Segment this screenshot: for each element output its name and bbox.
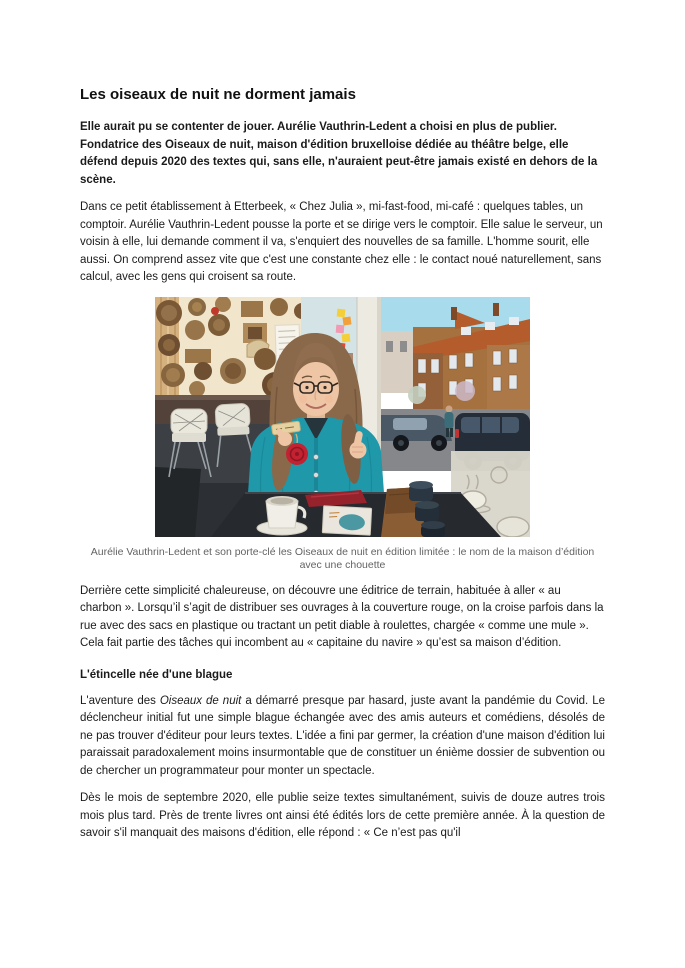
photo-caption: Aurélie Vauthrin-Ledent et son porte-clé les Oiseaux de nuit en édition limitée : le nom de la maison d’édition avec une chouette (90, 545, 595, 571)
article-title: Les oiseaux de nuit ne dorment jamais (80, 86, 356, 103)
lead-paragraph: Elle aurait pu se contenter de jouer. Aurélie Vauthrin-Ledent a choisi en plus de publier. Fondatrice des Oiseaux de nuit, maison d'édition bruxelloise dédiée au théâtre belge, elle défend depuis 2020 des textes qui, sans elle, n'auraient peut-être jamais existé en dehors de la scène. (80, 121, 598, 186)
section-subheading: L'étincelle née d'une blague (80, 668, 233, 681)
paragraph-1: Dans ce petit établissement à Etterbeek, « Chez Julia », mi-fast-food, mi-café : quelques tables, un comptoir. Aurélie Vauthrin-Ledent pousse la porte et se dirige vers le comptoir. Elle salue le serveur, un voisin à elle, lui demande comment il va, s'enquiert des nouvelles de sa famille. L'homme sourit, elle aussi. On comprend assez vite que c'est une constante chez elle : le contact noué naturellement, sans calcul, avec les gens qui croisent sa route. (80, 201, 603, 283)
publisher-name-italic: Oiseaux de nuit (159, 694, 242, 707)
paragraph-3 (80, 693, 605, 781)
paragraph-4: Dès le mois de septembre 2020, elle publie seize textes simultanément, suivis de douze autres trois mois plus tard. Près de trente livres ont ainsi été édités lors de cette première année. À la question de savoir s'il manquait des maisons d'édition, elle répond : « Ce n’est pas qu'il (80, 792, 605, 839)
paragraph-3-start: L'aventure des (80, 694, 160, 707)
article-photo (155, 297, 530, 537)
article-figure (80, 297, 605, 572)
cafe-photo-illustration (155, 297, 530, 537)
street-view (381, 297, 530, 471)
paragraph-3-end: a démarré presque par hasard, juste avant la pandémie du Covid. Le déclencheur initial fut une simple blague échangée avec des amis auteurs et comédiens, désolés de ne pas trouver d'éditeur pour leurs textes. L'idée a fini par germer, la création d'une maison d'édition lui paraissait paradoxalement moins insurmontable que de constituer un énième dossier de subvention ou de chercher un programmateur pour monter un spectacle. (80, 694, 605, 777)
postcard (322, 505, 371, 534)
paragraph-2: Derrière cette simplicité chaleureuse, on découvre une éditrice de terrain, habituée à aller « au charbon ». Lorsqu’il s’agit de distribuer ses ouvrages à la couverture rouge, on la croise parfois dans la rue avec des sacs en plastique ou tractant un petit diable à roulettes, chargée « comme une mule ». Cela fait partie des tâches qui incombent au « capitaine du navire » qu’est sa maison d’édition. (80, 584, 604, 649)
